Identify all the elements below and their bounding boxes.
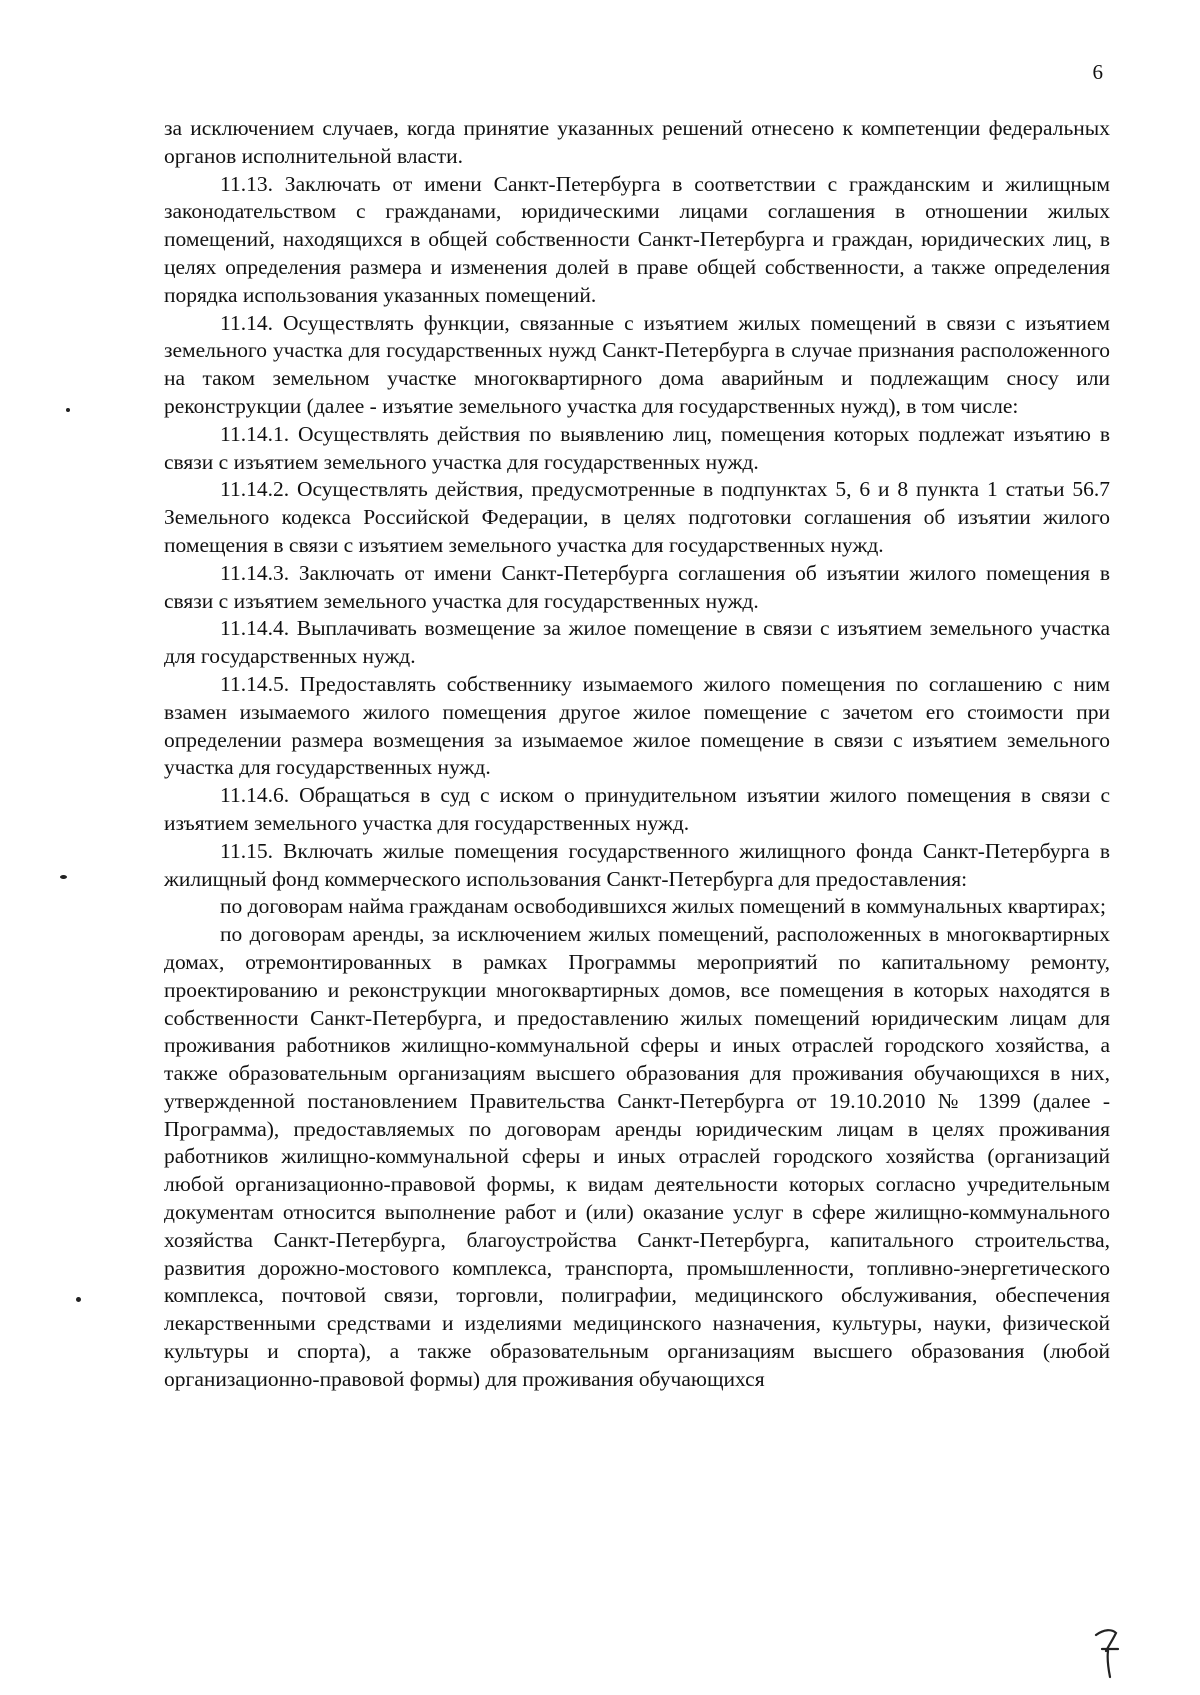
paragraph-11-14-1: 11.14.1. Осуществлять действия по выявлению лиц, помещения которых подлежат изъятию в связи с изъятием земельного участка для государственных нужд. bbox=[164, 421, 1110, 474]
paragraph-lease-agreements: по договорам аренды, за исключением жилых помещений, расположенных в многоквартирных домах, отремонтированных в рамках Программы мероприятий по капитальному ремонту, проектированию и реконструкции многоквартирных домов, все помещения в которых находятся в собственности Санкт-Петербурга, и предоставлению жилых помещений юридическим лицам для проживания работников жилищно-коммунальной сферы и иных отраслей городского хозяйства, а также образовательным организациям высшего образования для проживания обучающихся в них, утвержденной постановлением Правительства Санкт-Петербурга от 19.10.2010 № 1399 (далее - Программа), предоставляемых по договорам аренды юридическим лицам в целях проживания работников жилищно-коммунальной сферы и иных отраслей городского хозяйства (организаций любой организационно-правовой формы, к видам деятельности которых согласно учредительным документам относится выполнение работ и (или) оказание услуг в сфере жилищно-коммунального хозяйства Санкт-Петербурга, благоустройства Санкт-Петербурга, капитального строительства, развития дорожно-мостового комплекса, транспорта, промышленности, топливно-энергетического комплекса, почтовой связи, торговли, полиграфии, медицинского обслуживания, обеспечения лекарственными средствами и изделиями медицинского назначения, культуры, науки, физической культуры и спорта), а также образовательным организациям высшего образования (любой организационно-правовой формы) для проживания обучающихся bbox=[164, 922, 1110, 1391]
scan-speck bbox=[66, 408, 70, 412]
paragraph-11-14-3: 11.14.3. Заключать от имени Санкт-Петербурга соглашения об изъятии жилого помещения в связи с изъятием земельного участка для государственных нужд. bbox=[164, 560, 1110, 613]
paragraph-11-14-4: 11.14.4. Выплачивать возмещение за жилое помещение в связи с изъятием земельного участка для государственных нужд. bbox=[164, 616, 1110, 669]
paragraph-11-13: 11.13. Заключать от имени Санкт-Петербурга в соответствии с гражданским и жилищным законодательством с гражданами, юридическими лицами соглашения в отношении жилых помещений, находящихся в общей собственности Санкт-Петербурга и граждан, юридических лиц, в целях определения размера и изменения долей в праве общей собственности, а также определения порядка использования указанных помещений. bbox=[164, 171, 1110, 307]
paragraph-11-14-5: 11.14.5. Предоставлять собственнику изымаемого жилого помещения по соглашению с ним взамен изымаемого жилого помещения другое жилое помещение с зачетом его стоимости при определении размера возмещения за изымаемое жилое помещение в связи с изъятием земельного участка для государственных нужд. bbox=[164, 671, 1110, 780]
paragraph-11-14: 11.14. Осуществлять функции, связанные с изъятием жилых помещений в связи с изъятием земельного участка для государственных нужд Санкт-Петербурга в случае признания расположенного на таком земельном участке многоквартирного дома аварийным и подлежащим сносу или реконструкции (далее - изъятие земельного участка для государственных нужд), в том числе: bbox=[164, 310, 1110, 418]
page-number: 6 bbox=[1092, 60, 1103, 84]
scan-speck bbox=[60, 875, 67, 879]
paragraph-11-15: 11.15. Включать жилые помещения государственного жилищного фонда Санкт-Петербурга в жилищный фонд коммерческого использования Санкт-Петербурга для предоставления: bbox=[164, 838, 1110, 891]
paragraph-continuation: за исключением случаев, когда принятие указанных решений отнесено к компетенции федеральных органов исполнительной власти. bbox=[164, 116, 1110, 168]
paragraph-11-14-2: 11.14.2. Осуществлять действия, предусмотренные в подпунктах 5, 6 и 8 пункта 1 статьи 56.7 Земельного кодекса Российской Федерации, в целях подготовки соглашения об изъятии жилого помещения в связи с изъятием земельного участка для государственных нужд. bbox=[164, 477, 1110, 557]
document-body bbox=[164, 115, 1110, 1394]
paragraph-11-14-6: 11.14.6. Обращаться в суд с иском о принудительном изъятии жилого помещения в связи с изъятием земельного участка для государственных нужд. bbox=[164, 783, 1110, 835]
handwritten-corner-mark bbox=[1090, 1621, 1130, 1681]
paragraph-rental-housing: по договорам найма гражданам освободившихся жилых помещений в коммунальных квартирах; bbox=[220, 894, 1106, 919]
scan-speck bbox=[76, 1297, 81, 1302]
